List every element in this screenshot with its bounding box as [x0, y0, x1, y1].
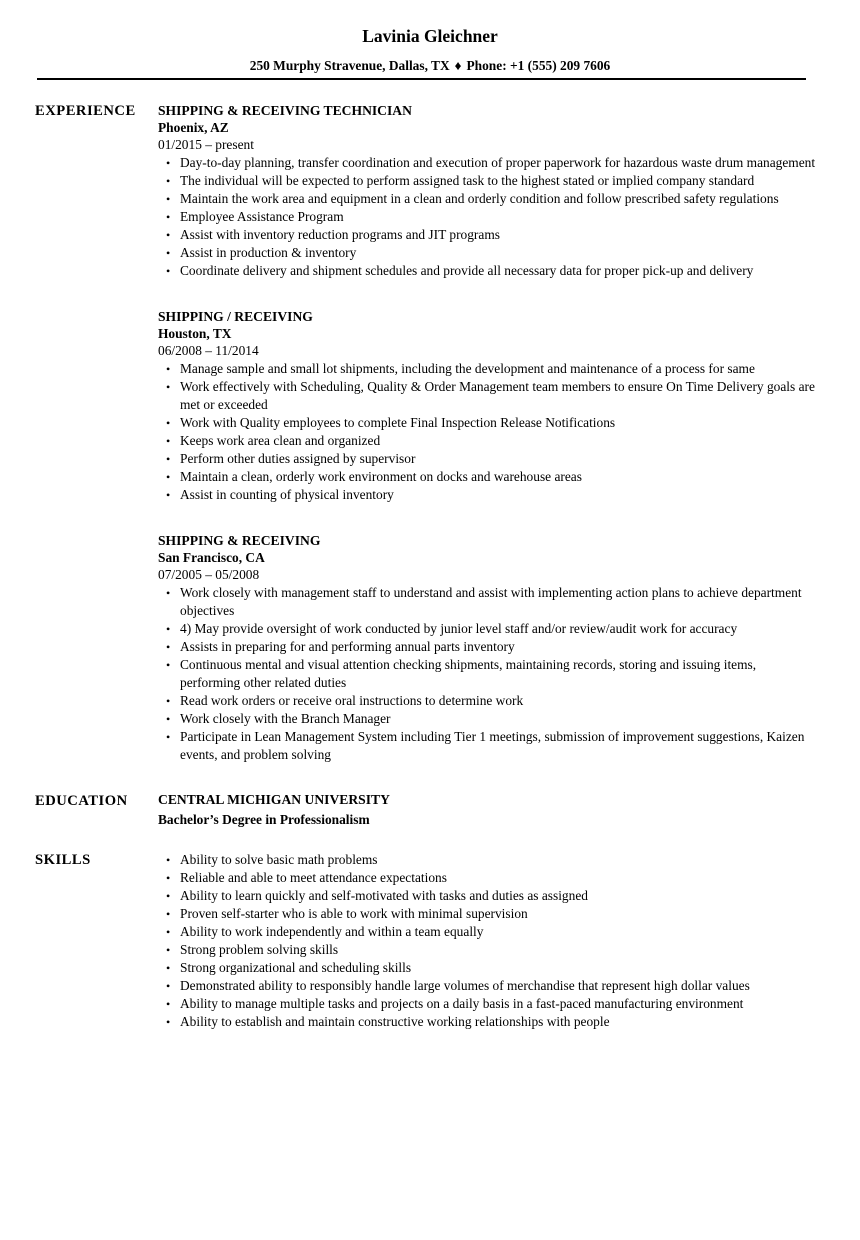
bullet-item	[158, 190, 818, 208]
header-divider	[37, 78, 806, 80]
job-bullet-list	[158, 360, 818, 504]
bullet-text: The individual will be expected to perform assigned task to the highest stated or implied company standard	[180, 173, 755, 188]
bullet-icon: •	[166, 586, 171, 600]
bullet-item	[158, 584, 818, 620]
bullet-text: Employee Assistance Program	[180, 209, 344, 224]
bullet-text: Strong problem solving skills	[180, 942, 339, 957]
bullet-item	[158, 208, 818, 226]
bullet-icon: •	[166, 658, 171, 672]
bullet-text: 4) May provide oversight of work conducted by junior level staff and/or review/audit work for accuracy	[180, 621, 738, 636]
bullet-item	[158, 728, 818, 764]
bullet-text: Proven self-starter who is able to work with minimal supervision	[180, 906, 528, 921]
job-entry	[158, 307, 818, 504]
skills-section	[0, 850, 860, 1031]
degree-name: Bachelor’s Degree in Professionalism	[158, 812, 370, 827]
bullet-item	[158, 620, 818, 638]
bullet-icon: •	[166, 694, 171, 708]
bullet-item	[158, 1013, 818, 1031]
job-bullet-list	[158, 584, 818, 764]
bullet-item	[158, 869, 818, 887]
bullet-text: Work closely with management staff to understand and assist with implementing action plans to achieve department objectives	[180, 585, 802, 618]
job-title: SHIPPING & RECEIVING TECHNICIAN	[158, 103, 412, 118]
bullet-text: Participate in Lean Management System including Tier 1 meetings, submission of improvement suggestions, Kaizen events, and problem solving	[180, 729, 805, 762]
bullet-text: Perform other duties assigned by supervisor	[180, 451, 416, 466]
bullet-item	[158, 656, 818, 692]
bullet-icon: •	[166, 997, 171, 1011]
bullet-item	[158, 486, 818, 504]
bullet-icon: •	[166, 210, 171, 224]
bullet-icon: •	[166, 712, 171, 726]
bullet-text: Work closely with the Branch Manager	[180, 711, 391, 726]
bullet-item	[158, 450, 818, 468]
bullet-item	[158, 959, 818, 977]
section-label-experience: EXPERIENCE	[35, 102, 136, 119]
bullet-item	[158, 941, 818, 959]
bullet-icon: •	[166, 943, 171, 957]
bullet-item	[158, 154, 818, 172]
bullet-text: Ability to establish and maintain constructive working relationships with people	[180, 1014, 610, 1029]
job-entry	[158, 531, 818, 764]
bullet-item	[158, 244, 818, 262]
bullet-item	[158, 468, 818, 486]
bullet-text: Continuous mental and visual attention checking shipments, maintaining records, storing and issuing items, performing other related duties	[180, 657, 757, 690]
bullet-text: Assists in preparing for and performing annual parts inventory	[180, 639, 515, 654]
bullet-item	[158, 887, 818, 905]
bullet-text: Reliable and able to meet attendance expectations	[180, 870, 447, 885]
bullet-text: Work effectively with Scheduling, Quality & Order Management team members to ensure On Time Delivery goals are met or exceeded	[180, 379, 815, 412]
bullet-icon: •	[166, 264, 171, 278]
job-location: Phoenix, AZ	[158, 120, 229, 135]
job-title: SHIPPING & RECEIVING	[158, 533, 321, 548]
bullet-text: Coordinate delivery and shipment schedules and provide all necessary data for proper pick-up and delivery	[180, 263, 754, 278]
section-label-skills: SKILLS	[35, 851, 91, 868]
bullet-icon: •	[166, 961, 171, 975]
bullet-icon: •	[166, 380, 171, 394]
bullet-text: Manage sample and small lot shipments, including the development and maintenance of a process for same	[180, 361, 755, 376]
bullet-icon: •	[166, 979, 171, 993]
experience-content	[158, 101, 818, 764]
bullet-icon: •	[166, 192, 171, 206]
bullet-item	[158, 378, 818, 414]
bullet-item	[158, 414, 818, 432]
phone-text: Phone: +1 (555) 209 7606	[466, 58, 611, 73]
bullet-text: Ability to learn quickly and self-motivated with tasks and duties as assigned	[180, 888, 588, 903]
bullet-icon: •	[166, 156, 171, 170]
section-label-education: EDUCATION	[35, 792, 128, 809]
bullet-icon: •	[166, 730, 171, 744]
bullet-text: Ability to manage multiple tasks and projects on a daily basis in a fast-paced manufacturing environment	[180, 996, 744, 1011]
bullet-item	[158, 638, 818, 656]
bullet-icon: •	[166, 174, 171, 188]
bullet-item	[158, 710, 818, 728]
bullet-icon: •	[166, 622, 171, 636]
bullet-icon: •	[166, 853, 171, 867]
bullet-text: Strong organizational and scheduling skills	[180, 960, 412, 975]
bullet-item	[158, 432, 818, 450]
bullet-text: Assist with inventory reduction programs and JIT programs	[180, 227, 500, 242]
bullet-item	[158, 977, 818, 995]
bullet-icon: •	[166, 452, 171, 466]
resume-header	[0, 0, 860, 80]
job-bullet-list	[158, 154, 818, 280]
diamond-icon: ♦	[454, 58, 462, 73]
skills-content	[158, 850, 818, 1031]
bullet-icon: •	[166, 889, 171, 903]
skills-list	[158, 851, 818, 1031]
bullet-icon: •	[166, 871, 171, 885]
bullet-text: Assist in production & inventory	[180, 245, 357, 260]
bullet-icon: •	[166, 640, 171, 654]
bullet-icon: •	[166, 907, 171, 921]
bullet-text: Maintain a clean, orderly work environment on docks and warehouse areas	[180, 469, 582, 484]
bullet-item	[158, 995, 818, 1013]
bullet-item	[158, 226, 818, 244]
job-title: SHIPPING / RECEIVING	[158, 309, 313, 324]
bullet-item	[158, 851, 818, 869]
job-entry	[158, 101, 818, 280]
bullet-item	[158, 262, 818, 280]
bullet-item	[158, 172, 818, 190]
bullet-icon: •	[166, 1015, 171, 1029]
bullet-icon: •	[166, 470, 171, 484]
job-location: San Francisco, CA	[158, 550, 265, 565]
bullet-text: Keeps work area clean and organized	[180, 433, 381, 448]
bullet-text: Read work orders or receive oral instructions to determine work	[180, 693, 524, 708]
school-name: CENTRAL MICHIGAN UNIVERSITY	[158, 792, 390, 807]
bullet-icon: •	[166, 925, 171, 939]
bullet-text: Assist in counting of physical inventory	[180, 487, 394, 502]
bullet-text: Demonstrated ability to responsibly handle large volumes of merchandise that represent high dollar values	[180, 978, 750, 993]
candidate-name: Lavinia Gleichner	[362, 26, 498, 46]
bullet-item	[158, 692, 818, 710]
bullet-icon: •	[166, 362, 171, 376]
bullet-item	[158, 923, 818, 941]
job-dates: 01/2015 – present	[158, 137, 254, 152]
bullet-icon: •	[166, 416, 171, 430]
bullet-text: Maintain the work area and equipment in a clean and orderly condition and follow prescribed safety regulations	[180, 191, 779, 206]
contact-line	[0, 58, 860, 74]
bullet-icon: •	[166, 228, 171, 242]
bullet-text: Ability to solve basic math problems	[180, 852, 378, 867]
job-location: Houston, TX	[158, 326, 232, 341]
job-dates: 07/2005 – 05/2008	[158, 567, 260, 582]
bullet-text: Work with Quality employees to complete Final Inspection Release Notifications	[180, 415, 616, 430]
bullet-text: Day-to-day planning, transfer coordination and execution of proper paperwork for hazardous waste drum management	[180, 155, 816, 170]
address-text: 250 Murphy Stravenue, Dallas, TX	[249, 58, 450, 73]
job-dates: 06/2008 – 11/2014	[158, 343, 259, 358]
bullet-icon: •	[166, 488, 171, 502]
bullet-text: Ability to work independently and within a team equally	[180, 924, 484, 939]
bullet-item	[158, 360, 818, 378]
education-content	[158, 791, 818, 829]
experience-section	[0, 101, 860, 764]
bullet-item	[158, 905, 818, 923]
bullet-icon: •	[166, 246, 171, 260]
education-section	[0, 791, 860, 829]
bullet-icon: •	[166, 434, 171, 448]
